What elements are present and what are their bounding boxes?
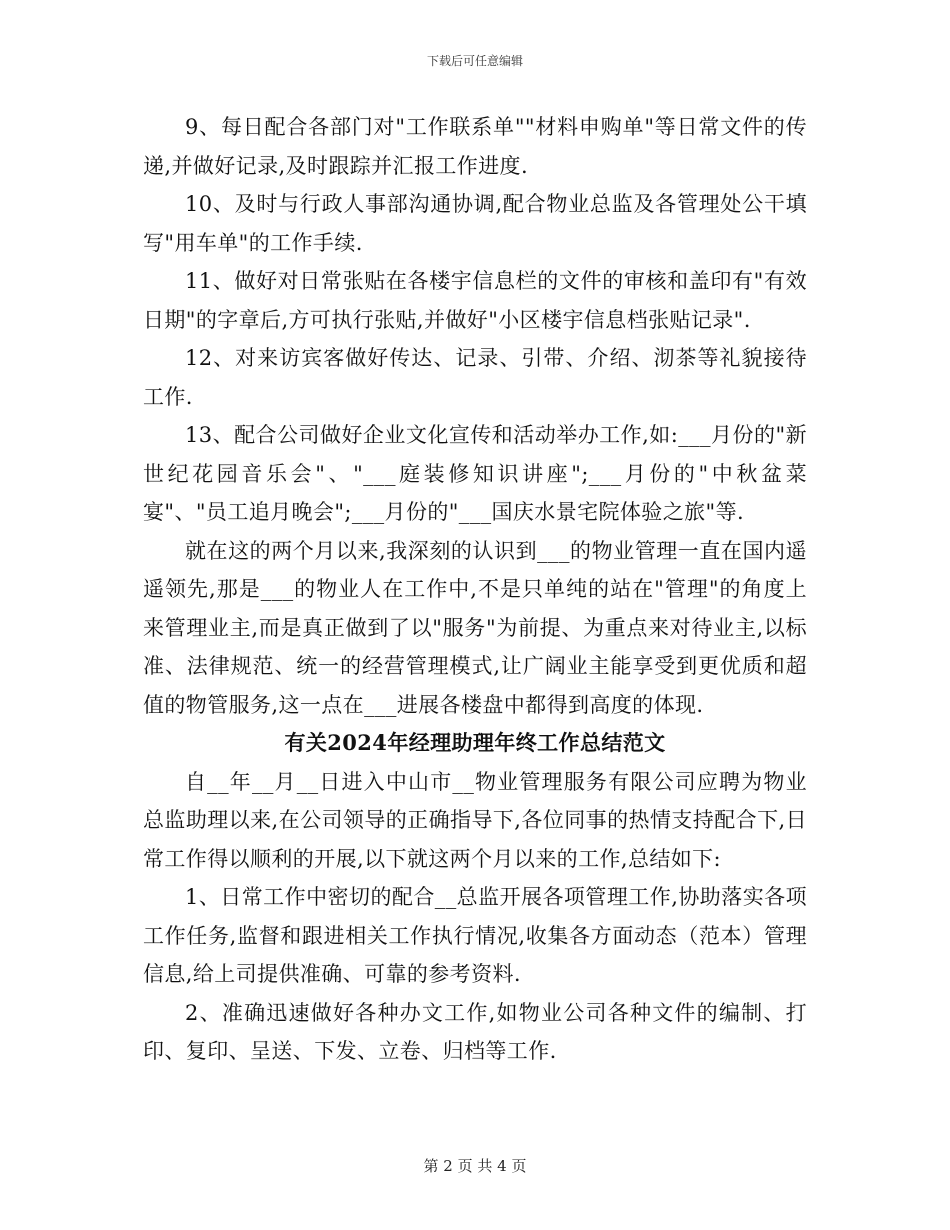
paragraph-item-13: 13、配合公司做好企业文化宣传和活动举办工作,如:___月份的"新世纪花园音乐会"、"___庭装修知识讲座";___月份的"中秋盆菜宴"、"员工追月晚会";___月份的"___国庆水景宅院体验之旅"等. xyxy=(143,423,807,524)
page-header-note: 下载后可任意编辑 xyxy=(426,54,523,68)
paragraph-item-11: 11、做好对日常张贴在各楼宇信息栏的文件的审核和盖印有"有效日期"的字章后,方可执行张贴,并做好"小区楼宇信息档张贴记录". xyxy=(143,269,807,332)
paragraph-item-9: 9、每日配合各部门对"工作联系单""材料申购单"等日常文件的传递,并做好记录,及时跟踪并汇报工作进度. xyxy=(143,115,807,178)
section-title: 有关2024年经理助理年终工作总结范文 xyxy=(284,730,666,755)
paragraph-reflection: 就在这的两个月以来,我深刻的认识到___的物业管理一直在国内遥遥领先,那是___的物业人在工作中,不是只单纯的站在"管理"的角度上来管理业主,而是真正做到了以"服务"为前提、为重点来对待业主,以标准、法律规范、统一的经营管理模式,让广阔业主能享受到更优质和超值的物管服务,这一点在___进展各楼盘中都得到高度的体现. xyxy=(143,538,807,717)
page-number: 第 2 页 共 4 页 xyxy=(423,1157,527,1175)
paragraph-item-10: 10、及时与行政人事部沟通协调,配合物业总监及各管理处公干填写"用车单"的工作手续. xyxy=(143,192,807,255)
document-body xyxy=(143,108,807,1071)
paragraph-intro: 自__年__月__日进入中山市__物业管理服务有限公司应聘为物业总监助理以来,在公司领导的正确指导下,各位同事的热情支持配合下,日常工作得以顺利的开展,以下就这两个月以来的工作,总结如下: xyxy=(143,769,807,871)
paragraph-item-1: 1、日常工作中密切的配合__总监开展各项管理工作,协助落实各项工作任务,监督和跟进相关工作执行情况,收集各方面动态（范本）管理信息,给上司提供准确、可靠的参考资料. xyxy=(143,885,807,986)
paragraph-item-2: 2、准确迅速做好各种办文工作,如物业公司各种文件的编制、打印、复印、呈送、下发、立卷、归档等工作. xyxy=(143,1000,807,1063)
paragraph-item-12: 12、对来访宾客做好传达、记录、引带、介绍、沏茶等礼貌接待工作. xyxy=(143,346,807,409)
